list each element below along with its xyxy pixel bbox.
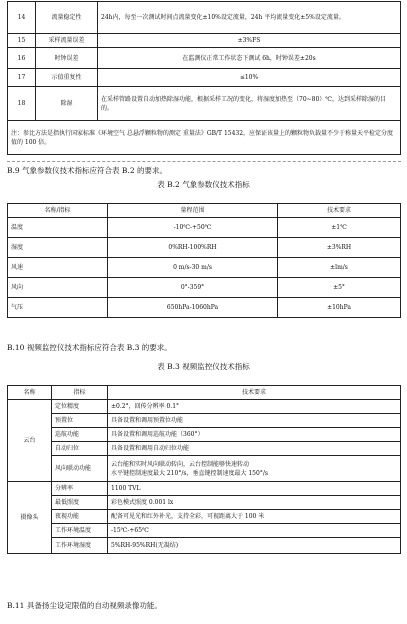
row-number: 18 xyxy=(8,87,36,121)
column-header: 指标 xyxy=(52,386,108,400)
table-row xyxy=(8,87,401,121)
indicator-name: 时钟误差 xyxy=(36,48,98,69)
group-name: 云台 xyxy=(8,400,52,482)
table-row xyxy=(8,34,401,48)
table-row xyxy=(8,524,401,538)
spec-value: 5%RH-95%RH(无凝结) xyxy=(108,538,401,554)
row-number: 16 xyxy=(8,48,36,69)
spec-name: 预置位 xyxy=(52,414,108,428)
param-name: 气压 xyxy=(8,298,108,318)
column-header: 量程范围 xyxy=(108,204,278,218)
spec-name: 定位精度 xyxy=(52,400,108,414)
table-row xyxy=(8,2,401,34)
spec-value xyxy=(108,456,401,482)
table-row xyxy=(8,482,401,496)
param-name: 风向 xyxy=(8,278,108,298)
table-row xyxy=(8,456,401,482)
indicator-name: 除湿 xyxy=(36,87,98,121)
section-b11-text: B.11 具备扬尘设定限值的自动视频录像功能。 xyxy=(7,601,162,610)
spec-name: 工作环境湿度 xyxy=(52,538,108,554)
table-row xyxy=(8,510,401,524)
divider xyxy=(7,161,401,162)
spec-name: 巡航功能 xyxy=(52,428,108,442)
param-requirement: ±1℃ xyxy=(278,218,401,238)
table-note: 注：参比方法是指执行国家标准《环境空气 总悬浮颗粒物的测定 重量法》GB/T 15432，应保证该量上的颗粒物负载量不少于称量天平检定分度值的 100 倍。 xyxy=(8,121,401,155)
param-requirement: ±lm/s xyxy=(278,258,401,278)
indicator-name: 流量稳定性 xyxy=(36,2,98,34)
indicator-content: 24h内，每至一次测试时间点流量变化±10%设定流量，24h 平均流量变化±5%设定流量。 xyxy=(98,2,401,34)
column-header: 技术要求 xyxy=(278,204,401,218)
column-header: 名称 xyxy=(8,386,52,400)
param-requirement: ±3%RH xyxy=(278,238,401,258)
row-number: 17 xyxy=(8,69,36,87)
spec-name: 风向联动功能 xyxy=(52,456,108,482)
row-number: 14 xyxy=(8,2,36,34)
video-table xyxy=(7,385,401,554)
row-number: 15 xyxy=(8,34,36,48)
spec-value-line: 云台能和实时风向联动转向，云台控制能够快速转动 xyxy=(111,460,250,468)
spec-value: 1100 TVL xyxy=(108,482,401,496)
spec-value: 具备设置和调用巡航功能（360°） xyxy=(108,428,401,442)
spec-value: 具备设置和调用自动归位功能 xyxy=(108,442,401,456)
table-b2-caption: 表 B.2 气象参数仪技术指标 xyxy=(157,180,250,189)
table-row xyxy=(8,298,401,318)
indicator-name: 示值重复性 xyxy=(36,69,98,87)
table-row xyxy=(8,218,401,238)
column-header: 名称/指标 xyxy=(8,204,108,218)
param-range: 0%RH-100%RH xyxy=(108,238,278,258)
param-name: 温度 xyxy=(8,218,108,238)
param-name: 湿度 xyxy=(8,238,108,258)
param-range: -10℃-+50℃ xyxy=(108,218,278,238)
table-row xyxy=(8,496,401,510)
table-row xyxy=(8,258,401,278)
group-name: 摄像头 xyxy=(8,482,52,554)
indicator-content: 在采样管路设置自动加热除湿功能，根据采样工况的变化，将湿度加热至（70~80）℃，达到采样除湿的目的。 xyxy=(98,87,401,121)
spec-name: 工作环境温度 xyxy=(52,524,108,538)
section-b10-text: B.10 视频监控仪技术指标应符合表 B.3 的要求。 xyxy=(7,343,172,352)
table-row xyxy=(8,238,401,258)
weather-table xyxy=(7,203,401,318)
spec-value: -15℃-+65℃ xyxy=(108,524,401,538)
param-range: 650hPa-1060hPa xyxy=(108,298,278,318)
indicator-content: 在监测仪正常工作状态下测试 6h，时钟误差±20s xyxy=(98,48,401,69)
indicator-content: ≤10% xyxy=(98,69,401,87)
table-row xyxy=(8,428,401,442)
spec-name: 分辨率 xyxy=(52,482,108,496)
table-row xyxy=(8,400,401,414)
indicator-table-continued xyxy=(7,1,401,155)
indicator-name: 采样流量误差 xyxy=(36,34,98,48)
section-b9-text: B.9 气象参数仪技术指标应符合表 B.2 的要求。 xyxy=(7,166,167,175)
table-note-row xyxy=(8,121,401,155)
spec-name: 夜视功能 xyxy=(52,510,108,524)
table-row xyxy=(8,442,401,456)
table-row xyxy=(8,278,401,298)
spec-value: 彩色模式照度 0.001 lx xyxy=(108,496,401,510)
param-range: 0°-359° xyxy=(108,278,278,298)
table-header-row xyxy=(8,204,401,218)
spec-name: 最低照度 xyxy=(52,496,108,510)
spec-value: 具备设置和调用预置位功能 xyxy=(108,414,401,428)
column-header: 技术要求 xyxy=(108,386,401,400)
table-row xyxy=(8,414,401,428)
table-row xyxy=(8,538,401,554)
table-row xyxy=(8,48,401,69)
table-b3-caption: 表 B.3 视频监控仪技术指标 xyxy=(157,362,250,371)
spec-value-line: 水平键控制速度最大 210°/s，垂直键控制速度最大 150°/s xyxy=(111,469,268,477)
spec-name: 自动归位 xyxy=(52,442,108,456)
param-range: 0 m/s-30 m/s xyxy=(108,258,278,278)
table-header-row xyxy=(8,386,401,400)
spec-value: ±0.2°，回传分辨率 0.1° xyxy=(108,400,401,414)
param-name: 风速 xyxy=(8,258,108,278)
indicator-content: ±3%FS xyxy=(98,34,401,48)
table-row xyxy=(8,69,401,87)
spec-value: 配备可见光和红外补光，支持全彩，可视距离大于 100 米 xyxy=(108,510,401,524)
param-requirement: ±5° xyxy=(278,278,401,298)
param-requirement: ±10hPa xyxy=(278,298,401,318)
